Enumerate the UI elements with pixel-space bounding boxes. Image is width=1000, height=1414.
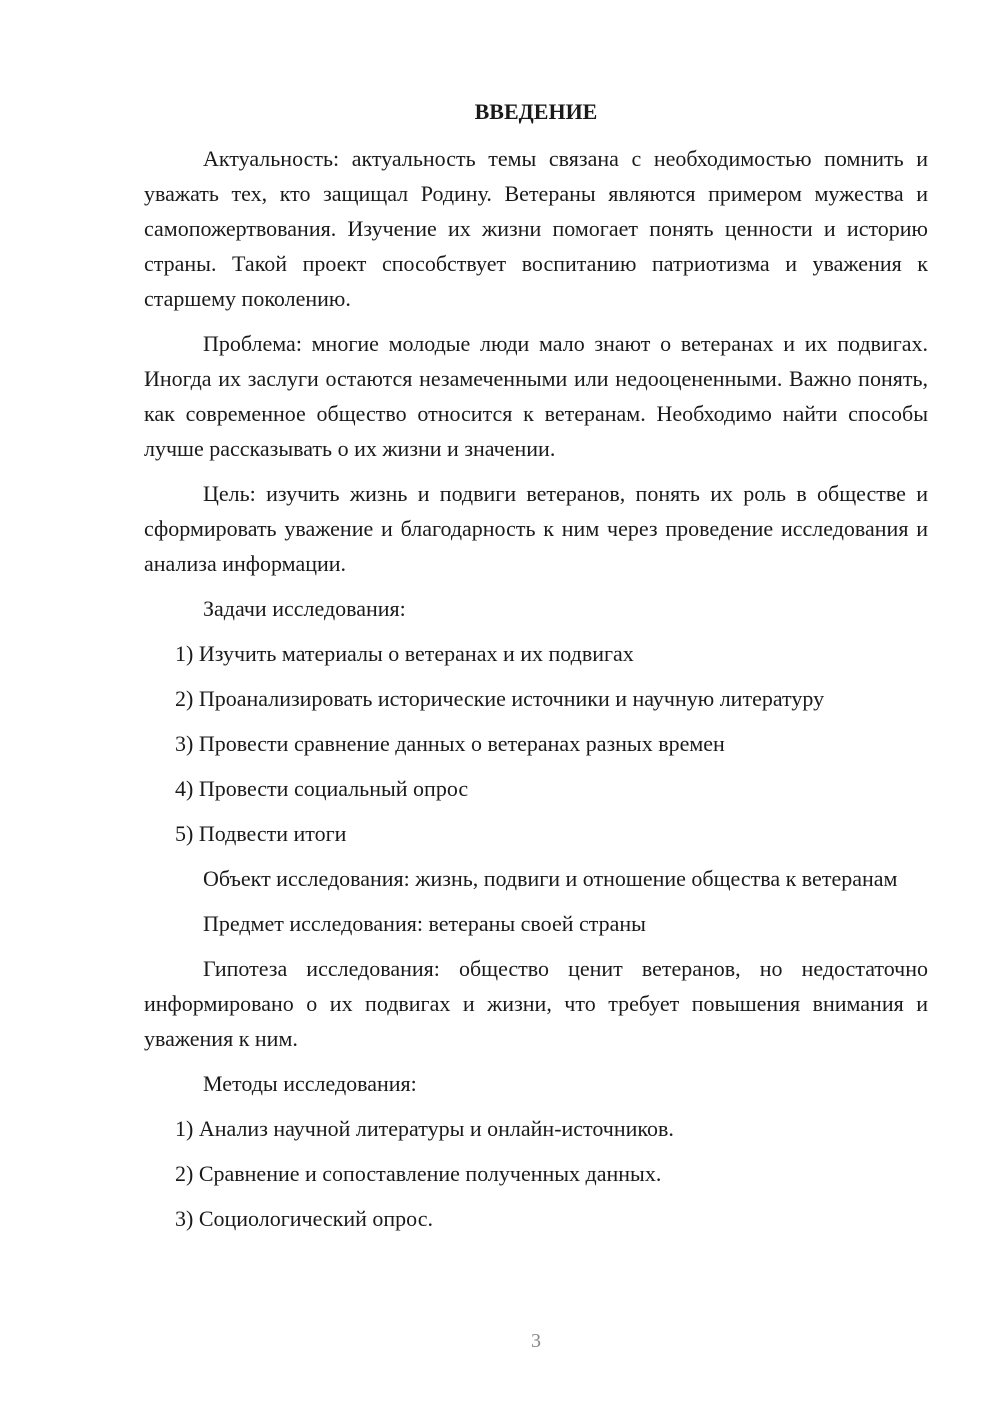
goal-paragraph: Цель: изучить жизнь и подвиги ветеранов, понять их роль в обществе и сформировать уважение и благодарность к ним через проведение исследования и анализа информации. xyxy=(144,481,928,576)
hypothesis-paragraph: Гипотеза исследования: общество ценит ветеранов, но недостаточно информировано о их подвигах и жизни, что требует повышения внимания и уважения к ним. xyxy=(144,956,928,1051)
page-number: 3 xyxy=(531,1330,541,1352)
list-item: 1) Анализ научной литературы и онлайн-источников. xyxy=(175,1116,674,1141)
list-item: 2) Сравнение и сопоставление полученных данных. xyxy=(175,1161,662,1186)
tasks-list xyxy=(144,636,928,851)
list-item: 2) Проанализировать исторические источники и научную литературу xyxy=(175,686,825,711)
list-item: 3) Социологический опрос. xyxy=(175,1206,433,1231)
list-item: 1) Изучить материалы о ветеранах и их подвигах xyxy=(175,641,634,666)
methods-list xyxy=(144,1111,928,1236)
tasks-label: Задачи исследования: xyxy=(203,596,406,621)
object-paragraph: Объект исследования: жизнь, подвиги и отношение общества к ветеранам xyxy=(203,866,898,891)
document-body xyxy=(144,94,928,1246)
methods-label: Методы исследования: xyxy=(203,1071,417,1096)
list-item: 3) Провести сравнение данных о ветеранах разных времен xyxy=(175,731,725,756)
list-item: 5) Подвести итоги xyxy=(175,821,347,846)
list-item: 4) Провести социальный опрос xyxy=(175,776,469,801)
section-title: ВВЕДЕНИЕ xyxy=(474,99,598,124)
problem-paragraph: Проблема: многие молодые люди мало знают о ветеранах и их подвигах. Иногда их заслуги остаются незамеченными или недооцененными. Важно понять, как современное общество относится к ветеранам. Необходимо найти способы лучше рассказывать о их жизни и значении. xyxy=(144,331,928,461)
subject-paragraph: Предмет исследования: ветераны своей страны xyxy=(203,911,646,936)
relevance-paragraph: Актуальность: актуальность темы связана с необходимостью помнить и уважать тех, кто защищал Родину. Ветераны являются примером мужества и самопожертвования. Изучение их жизни помогает понять ценности и историю страны. Такой проект способствует воспитанию патриотизма и уважения к старшему поколению. xyxy=(144,146,928,311)
